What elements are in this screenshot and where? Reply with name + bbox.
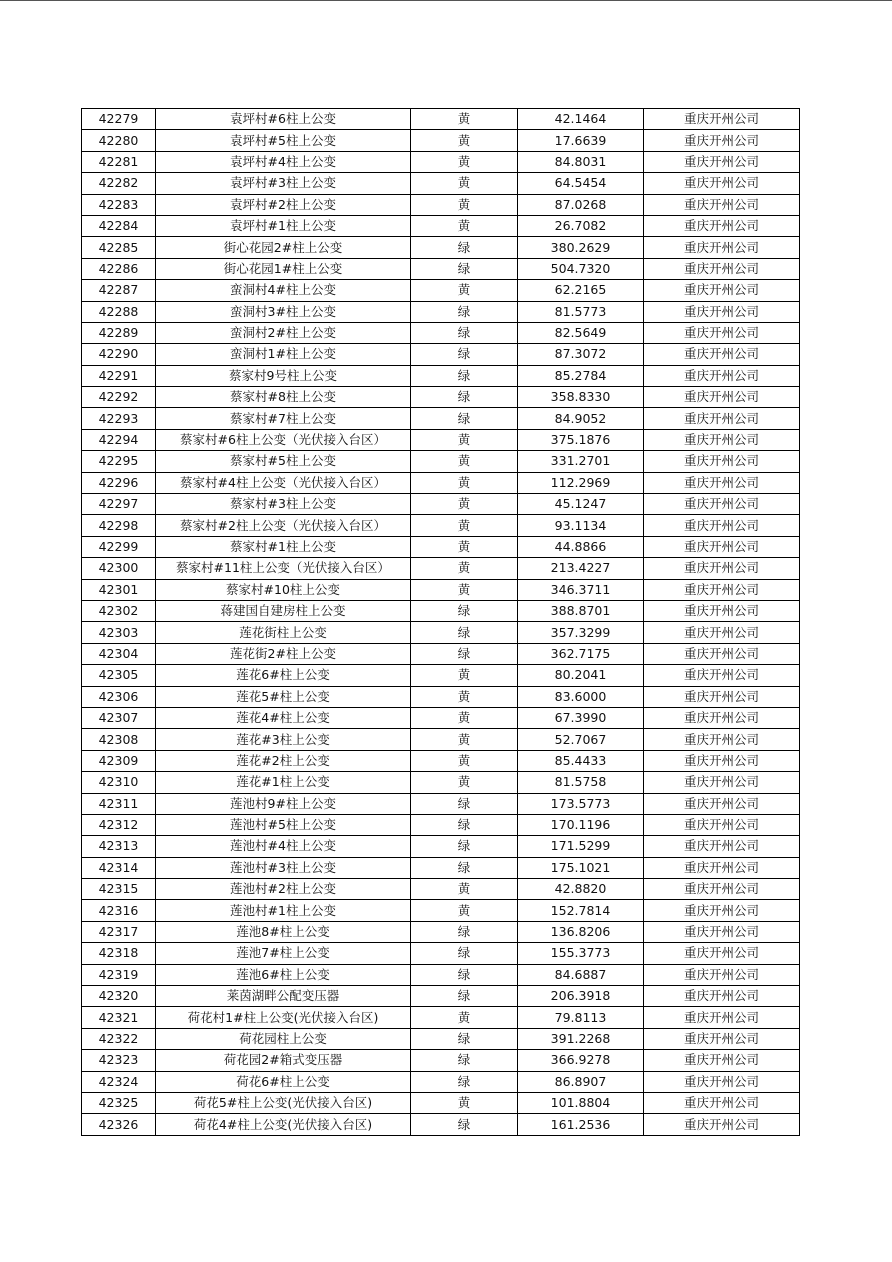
- company-name: 重庆开州公司: [644, 665, 800, 686]
- status-color: 黄: [411, 1007, 518, 1028]
- row-id: 42292: [82, 387, 156, 408]
- company-name: 重庆开州公司: [644, 344, 800, 365]
- company-name: 重庆开州公司: [644, 1007, 800, 1028]
- capacity-value: 42.8820: [518, 879, 644, 900]
- company-name: 重庆开州公司: [644, 237, 800, 258]
- capacity-value: 79.8113: [518, 1007, 644, 1028]
- capacity-value: 64.5454: [518, 173, 644, 194]
- row-id: 42298: [82, 515, 156, 536]
- status-color: 绿: [411, 943, 518, 964]
- company-name: 重庆开州公司: [644, 1092, 800, 1113]
- row-id: 42282: [82, 173, 156, 194]
- status-color: 黄: [411, 686, 518, 707]
- station-name: 莲花4#柱上公变: [156, 707, 411, 728]
- table-row: [82, 900, 800, 921]
- row-id: 42299: [82, 536, 156, 557]
- row-id: 42284: [82, 215, 156, 236]
- status-color: 黄: [411, 750, 518, 771]
- capacity-value: 173.5773: [518, 793, 644, 814]
- station-name: 蛮洞村4#柱上公变: [156, 280, 411, 301]
- table-row: [82, 836, 800, 857]
- capacity-value: 375.1876: [518, 429, 644, 450]
- company-name: 重庆开州公司: [644, 173, 800, 194]
- row-id: 42287: [82, 280, 156, 301]
- status-color: 黄: [411, 558, 518, 579]
- table-row: [82, 194, 800, 215]
- station-name: 莲池8#柱上公变: [156, 921, 411, 942]
- row-id: 42326: [82, 1114, 156, 1135]
- row-id: 42315: [82, 879, 156, 900]
- table-row: [82, 729, 800, 750]
- table-row: [82, 408, 800, 429]
- status-color: 绿: [411, 258, 518, 279]
- capacity-value: 93.1134: [518, 515, 644, 536]
- row-id: 42321: [82, 1007, 156, 1028]
- status-color: 黄: [411, 280, 518, 301]
- table-body: [82, 109, 800, 1136]
- station-name: 蔡家村9号柱上公变: [156, 365, 411, 386]
- status-color: 绿: [411, 344, 518, 365]
- table-row: [82, 451, 800, 472]
- row-id: 42314: [82, 857, 156, 878]
- table-row: [82, 986, 800, 1007]
- capacity-value: 81.5773: [518, 301, 644, 322]
- status-color: 黄: [411, 194, 518, 215]
- row-id: 42291: [82, 365, 156, 386]
- capacity-value: 213.4227: [518, 558, 644, 579]
- company-name: 重庆开州公司: [644, 1071, 800, 1092]
- table-row: [82, 643, 800, 664]
- table-row: [82, 558, 800, 579]
- row-id: 42304: [82, 643, 156, 664]
- status-color: 绿: [411, 301, 518, 322]
- status-color: 黄: [411, 215, 518, 236]
- capacity-value: 17.6639: [518, 130, 644, 151]
- capacity-value: 86.8907: [518, 1071, 644, 1092]
- status-color: 黄: [411, 451, 518, 472]
- capacity-value: 52.7067: [518, 729, 644, 750]
- table-row: [82, 1050, 800, 1071]
- table-row: [82, 579, 800, 600]
- station-name: 蛮洞村3#柱上公变: [156, 301, 411, 322]
- company-name: 重庆开州公司: [644, 686, 800, 707]
- status-color: 黄: [411, 109, 518, 130]
- station-name: 蔡家村#8柱上公变: [156, 387, 411, 408]
- status-color: 黄: [411, 472, 518, 493]
- capacity-value: 67.3990: [518, 707, 644, 728]
- station-name: 莲池6#柱上公变: [156, 964, 411, 985]
- station-name: 莲花#1柱上公变: [156, 772, 411, 793]
- company-name: 重庆开州公司: [644, 322, 800, 343]
- table-row: [82, 814, 800, 835]
- station-name: 莲花#3柱上公变: [156, 729, 411, 750]
- table-row: [82, 215, 800, 236]
- capacity-value: 391.2268: [518, 1028, 644, 1049]
- station-name: 街心花园2#柱上公变: [156, 237, 411, 258]
- row-id: 42283: [82, 194, 156, 215]
- company-name: 重庆开州公司: [644, 707, 800, 728]
- status-color: 绿: [411, 408, 518, 429]
- station-name: 荷花园柱上公变: [156, 1028, 411, 1049]
- station-name: 荷花5#柱上公变(光伏接入台区): [156, 1092, 411, 1113]
- capacity-value: 87.0268: [518, 194, 644, 215]
- row-id: 42303: [82, 622, 156, 643]
- row-id: 42311: [82, 793, 156, 814]
- capacity-value: 26.7082: [518, 215, 644, 236]
- table-row: [82, 686, 800, 707]
- station-name: 莲池村#2柱上公变: [156, 879, 411, 900]
- row-id: 42306: [82, 686, 156, 707]
- company-name: 重庆开州公司: [644, 986, 800, 1007]
- table-row: [82, 515, 800, 536]
- station-name: 蔡家村#6柱上公变（光伏接入台区）: [156, 429, 411, 450]
- row-id: 42300: [82, 558, 156, 579]
- status-color: 黄: [411, 579, 518, 600]
- company-name: 重庆开州公司: [644, 879, 800, 900]
- station-name: 莲花街2#柱上公变: [156, 643, 411, 664]
- company-name: 重庆开州公司: [644, 857, 800, 878]
- table-row: [82, 173, 800, 194]
- capacity-value: 42.1464: [518, 109, 644, 130]
- status-color: 黄: [411, 173, 518, 194]
- row-id: 42288: [82, 301, 156, 322]
- station-name: 蔡家村#1柱上公变: [156, 536, 411, 557]
- table-row: [82, 857, 800, 878]
- company-name: 重庆开州公司: [644, 536, 800, 557]
- table-row: [82, 301, 800, 322]
- row-id: 42302: [82, 600, 156, 621]
- row-id: 42313: [82, 836, 156, 857]
- table-row: [82, 879, 800, 900]
- company-name: 重庆开州公司: [644, 814, 800, 835]
- company-name: 重庆开州公司: [644, 750, 800, 771]
- status-color: 绿: [411, 600, 518, 621]
- capacity-value: 101.8804: [518, 1092, 644, 1113]
- table-row: [82, 322, 800, 343]
- station-name: 蔡家村#10柱上公变: [156, 579, 411, 600]
- company-name: 重庆开州公司: [644, 280, 800, 301]
- row-id: 42322: [82, 1028, 156, 1049]
- table-row: [82, 344, 800, 365]
- capacity-value: 171.5299: [518, 836, 644, 857]
- table-row: [82, 429, 800, 450]
- station-name: 袁坪村#4柱上公变: [156, 151, 411, 172]
- station-name: 蒋建国自建房柱上公变: [156, 600, 411, 621]
- capacity-value: 84.6887: [518, 964, 644, 985]
- status-color: 绿: [411, 857, 518, 878]
- capacity-value: 206.3918: [518, 986, 644, 1007]
- table-row: [82, 472, 800, 493]
- transformer-table: [81, 108, 800, 1136]
- status-color: 黄: [411, 429, 518, 450]
- status-color: 绿: [411, 237, 518, 258]
- station-name: 荷花村1#柱上公变(光伏接入台区): [156, 1007, 411, 1028]
- row-id: 42280: [82, 130, 156, 151]
- capacity-value: 85.2784: [518, 365, 644, 386]
- company-name: 重庆开州公司: [644, 772, 800, 793]
- company-name: 重庆开州公司: [644, 1114, 800, 1135]
- station-name: 莲池7#柱上公变: [156, 943, 411, 964]
- row-id: 42310: [82, 772, 156, 793]
- status-color: 绿: [411, 622, 518, 643]
- row-id: 42317: [82, 921, 156, 942]
- status-color: 绿: [411, 814, 518, 835]
- status-color: 绿: [411, 1028, 518, 1049]
- row-id: 42296: [82, 472, 156, 493]
- station-name: 莲花街柱上公变: [156, 622, 411, 643]
- company-name: 重庆开州公司: [644, 365, 800, 386]
- status-color: 绿: [411, 1114, 518, 1135]
- capacity-value: 136.8206: [518, 921, 644, 942]
- company-name: 重庆开州公司: [644, 387, 800, 408]
- status-color: 绿: [411, 1071, 518, 1092]
- station-name: 莲花5#柱上公变: [156, 686, 411, 707]
- row-id: 42289: [82, 322, 156, 343]
- row-id: 42323: [82, 1050, 156, 1071]
- station-name: 袁坪村#2柱上公变: [156, 194, 411, 215]
- station-name: 蔡家村#3柱上公变: [156, 494, 411, 515]
- row-id: 42301: [82, 579, 156, 600]
- status-color: 黄: [411, 151, 518, 172]
- row-id: 42294: [82, 429, 156, 450]
- table-row: [82, 258, 800, 279]
- company-name: 重庆开州公司: [644, 258, 800, 279]
- row-id: 42285: [82, 237, 156, 258]
- table-row: [82, 365, 800, 386]
- company-name: 重庆开州公司: [644, 921, 800, 942]
- company-name: 重庆开州公司: [644, 494, 800, 515]
- table-row: [82, 707, 800, 728]
- status-color: 绿: [411, 986, 518, 1007]
- status-color: 绿: [411, 365, 518, 386]
- table-row: [82, 964, 800, 985]
- table-row: [82, 536, 800, 557]
- capacity-value: 80.2041: [518, 665, 644, 686]
- capacity-value: 504.7320: [518, 258, 644, 279]
- capacity-value: 380.2629: [518, 237, 644, 258]
- company-name: 重庆开州公司: [644, 643, 800, 664]
- status-color: 黄: [411, 515, 518, 536]
- station-name: 莱茵湖畔公配变压器: [156, 986, 411, 1007]
- table-row: [82, 1007, 800, 1028]
- table-row: [82, 622, 800, 643]
- capacity-value: 155.3773: [518, 943, 644, 964]
- company-name: 重庆开州公司: [644, 472, 800, 493]
- table-row: [82, 600, 800, 621]
- station-name: 蔡家村#11柱上公变（光伏接入台区）: [156, 558, 411, 579]
- status-color: 黄: [411, 729, 518, 750]
- company-name: 重庆开州公司: [644, 215, 800, 236]
- status-color: 黄: [411, 707, 518, 728]
- company-name: 重庆开州公司: [644, 1028, 800, 1049]
- table-row: [82, 1114, 800, 1135]
- capacity-value: 82.5649: [518, 322, 644, 343]
- row-id: 42307: [82, 707, 156, 728]
- status-color: 黄: [411, 130, 518, 151]
- row-id: 42308: [82, 729, 156, 750]
- station-name: 荷花园2#箱式变压器: [156, 1050, 411, 1071]
- station-name: 蔡家村#7柱上公变: [156, 408, 411, 429]
- station-name: 莲花#2柱上公变: [156, 750, 411, 771]
- capacity-value: 170.1196: [518, 814, 644, 835]
- table-row: [82, 494, 800, 515]
- table-row: [82, 387, 800, 408]
- station-name: 莲池村#4柱上公变: [156, 836, 411, 857]
- capacity-value: 45.1247: [518, 494, 644, 515]
- station-name: 莲池村#3柱上公变: [156, 857, 411, 878]
- table-row: [82, 921, 800, 942]
- station-name: 袁坪村#3柱上公变: [156, 173, 411, 194]
- row-id: 42319: [82, 964, 156, 985]
- company-name: 重庆开州公司: [644, 558, 800, 579]
- row-id: 42318: [82, 943, 156, 964]
- station-name: 莲池村#5柱上公变: [156, 814, 411, 835]
- capacity-value: 84.9052: [518, 408, 644, 429]
- capacity-value: 362.7175: [518, 643, 644, 664]
- company-name: 重庆开州公司: [644, 964, 800, 985]
- station-name: 蔡家村#4柱上公变（光伏接入台区）: [156, 472, 411, 493]
- company-name: 重庆开州公司: [644, 836, 800, 857]
- table-row: [82, 237, 800, 258]
- station-name: 莲花6#柱上公变: [156, 665, 411, 686]
- table-row: [82, 1092, 800, 1113]
- table-row: [82, 665, 800, 686]
- capacity-value: 152.7814: [518, 900, 644, 921]
- company-name: 重庆开州公司: [644, 301, 800, 322]
- row-id: 42297: [82, 494, 156, 515]
- station-name: 街心花园1#柱上公变: [156, 258, 411, 279]
- table-row: [82, 109, 800, 130]
- capacity-value: 87.3072: [518, 344, 644, 365]
- capacity-value: 83.6000: [518, 686, 644, 707]
- capacity-value: 62.2165: [518, 280, 644, 301]
- capacity-value: 366.9278: [518, 1050, 644, 1071]
- row-id: 42293: [82, 408, 156, 429]
- status-color: 黄: [411, 494, 518, 515]
- table-row: [82, 793, 800, 814]
- status-color: 绿: [411, 836, 518, 857]
- row-id: 42316: [82, 900, 156, 921]
- status-color: 黄: [411, 665, 518, 686]
- station-name: 袁坪村#5柱上公变: [156, 130, 411, 151]
- status-color: 绿: [411, 643, 518, 664]
- status-color: 绿: [411, 921, 518, 942]
- status-color: 黄: [411, 772, 518, 793]
- company-name: 重庆开州公司: [644, 600, 800, 621]
- table-row: [82, 151, 800, 172]
- row-id: 42324: [82, 1071, 156, 1092]
- row-id: 42286: [82, 258, 156, 279]
- table-row: [82, 1071, 800, 1092]
- status-color: 黄: [411, 900, 518, 921]
- company-name: 重庆开州公司: [644, 900, 800, 921]
- status-color: 绿: [411, 322, 518, 343]
- capacity-value: 331.2701: [518, 451, 644, 472]
- capacity-value: 44.8866: [518, 536, 644, 557]
- row-id: 42312: [82, 814, 156, 835]
- company-name: 重庆开州公司: [644, 622, 800, 643]
- row-id: 42309: [82, 750, 156, 771]
- company-name: 重庆开州公司: [644, 109, 800, 130]
- capacity-value: 388.8701: [518, 600, 644, 621]
- table-row: [82, 1028, 800, 1049]
- capacity-value: 112.2969: [518, 472, 644, 493]
- company-name: 重庆开州公司: [644, 151, 800, 172]
- company-name: 重庆开州公司: [644, 729, 800, 750]
- row-id: 42290: [82, 344, 156, 365]
- capacity-value: 161.2536: [518, 1114, 644, 1135]
- status-color: 黄: [411, 536, 518, 557]
- status-color: 黄: [411, 879, 518, 900]
- status-color: 绿: [411, 1050, 518, 1071]
- station-name: 蔡家村#5柱上公变: [156, 451, 411, 472]
- table-row: [82, 772, 800, 793]
- company-name: 重庆开州公司: [644, 194, 800, 215]
- company-name: 重庆开州公司: [644, 130, 800, 151]
- company-name: 重庆开州公司: [644, 579, 800, 600]
- row-id: 42279: [82, 109, 156, 130]
- capacity-value: 346.3711: [518, 579, 644, 600]
- status-color: 黄: [411, 1092, 518, 1113]
- status-color: 绿: [411, 387, 518, 408]
- status-color: 绿: [411, 793, 518, 814]
- table-row: [82, 280, 800, 301]
- station-name: 蛮洞村2#柱上公变: [156, 322, 411, 343]
- company-name: 重庆开州公司: [644, 793, 800, 814]
- company-name: 重庆开州公司: [644, 943, 800, 964]
- table-row: [82, 750, 800, 771]
- station-name: 袁坪村#6柱上公变: [156, 109, 411, 130]
- station-name: 蔡家村#2柱上公变（光伏接入台区）: [156, 515, 411, 536]
- station-name: 荷花6#柱上公变: [156, 1071, 411, 1092]
- capacity-value: 85.4433: [518, 750, 644, 771]
- station-name: 莲池村9#柱上公变: [156, 793, 411, 814]
- status-color: 绿: [411, 964, 518, 985]
- capacity-value: 81.5758: [518, 772, 644, 793]
- page-top-border: [0, 0, 892, 1]
- capacity-value: 175.1021: [518, 857, 644, 878]
- row-id: 42295: [82, 451, 156, 472]
- station-name: 袁坪村#1柱上公变: [156, 215, 411, 236]
- capacity-value: 358.8330: [518, 387, 644, 408]
- station-name: 莲池村#1柱上公变: [156, 900, 411, 921]
- company-name: 重庆开州公司: [644, 451, 800, 472]
- capacity-value: 84.8031: [518, 151, 644, 172]
- company-name: 重庆开州公司: [644, 515, 800, 536]
- capacity-value: 357.3299: [518, 622, 644, 643]
- company-name: 重庆开州公司: [644, 408, 800, 429]
- station-name: 蛮洞村1#柱上公变: [156, 344, 411, 365]
- station-name: 荷花4#柱上公变(光伏接入台区): [156, 1114, 411, 1135]
- table-row: [82, 943, 800, 964]
- row-id: 42281: [82, 151, 156, 172]
- company-name: 重庆开州公司: [644, 1050, 800, 1071]
- row-id: 42305: [82, 665, 156, 686]
- table-row: [82, 130, 800, 151]
- row-id: 42325: [82, 1092, 156, 1113]
- company-name: 重庆开州公司: [644, 429, 800, 450]
- row-id: 42320: [82, 986, 156, 1007]
